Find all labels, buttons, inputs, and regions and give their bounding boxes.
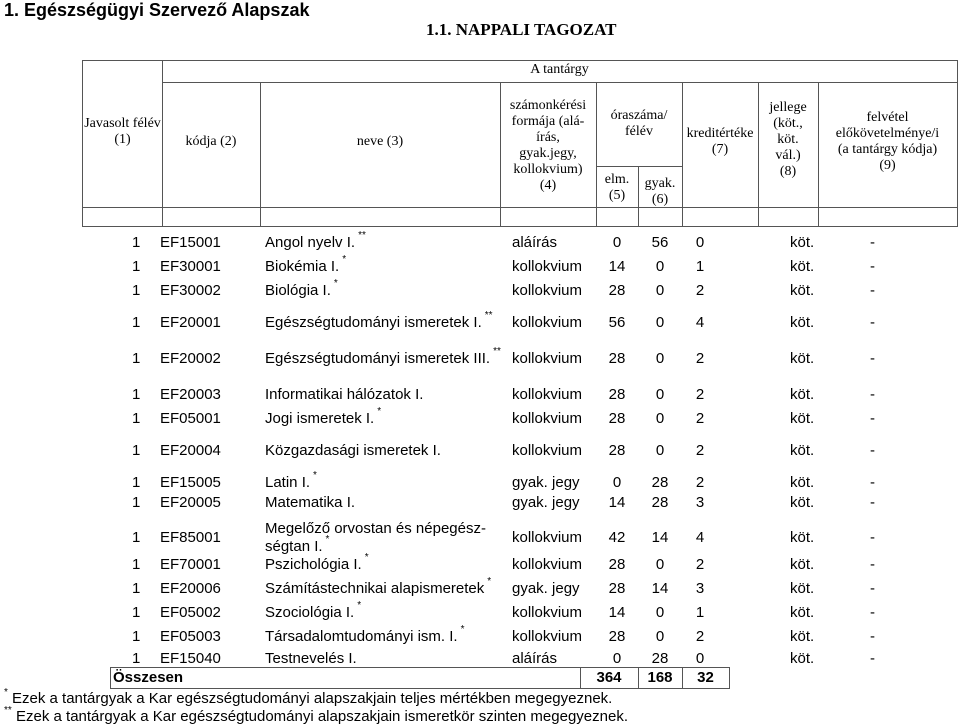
row-lecture-hours: 0 (612, 474, 622, 491)
row-exam-form: kollokvium (512, 442, 583, 459)
row-credit: 2 (695, 442, 705, 459)
row-exam-form: gyak. jegy (512, 580, 580, 597)
row-code: EF05002 (160, 604, 221, 621)
row-credit: 2 (695, 350, 705, 367)
row-lecture-hours: 0 (612, 650, 622, 667)
row-semester: 1 (132, 442, 141, 459)
header-subject-group: A tantárgy (530, 62, 589, 77)
row-subject-name: Informatikai hálózatok I. (265, 386, 424, 403)
row-prerequisite: - (870, 494, 875, 511)
header-credit: kreditértéke (7) (686, 126, 754, 157)
total-credit: 32 (697, 669, 714, 686)
row-code: EF20004 (160, 442, 221, 459)
row-credit: 4 (695, 314, 705, 331)
row-practice-hours: 0 (655, 258, 665, 275)
row-footnote-mark: ** (484, 310, 493, 321)
row-code: EF20003 (160, 386, 221, 403)
row-footnote-mark: ** (493, 346, 501, 357)
row-semester: 1 (132, 234, 141, 251)
row-lecture-hours: 56 (608, 314, 626, 331)
footnote-mark: * (4, 687, 8, 698)
row-type: köt. (790, 474, 815, 491)
header-lecture: elm. (5) (604, 172, 630, 203)
row-practice-hours: 14 (651, 529, 669, 546)
row-subject-name: Testnevelés I. (265, 650, 357, 667)
header-practice: gyak. (6) (644, 176, 676, 207)
row-subject-name: Latin I. (265, 474, 311, 491)
row-footnote-mark: * (333, 278, 338, 289)
row-semester: 1 (132, 386, 141, 403)
row-prerequisite: - (870, 258, 875, 275)
row-prerequisite: - (870, 314, 875, 331)
row-prerequisite: - (870, 350, 875, 367)
row-subject-name: Szociológia I. (265, 604, 355, 621)
row-credit: 2 (695, 386, 705, 403)
header-name: neve (3) (356, 134, 404, 149)
row-prerequisite: - (870, 580, 875, 597)
row-lecture-hours: 28 (608, 282, 626, 299)
row-code: EF85001 (160, 529, 221, 546)
row-subject-name: Jogi ismeretek I. (265, 410, 375, 427)
total-practice: 168 (647, 669, 673, 686)
header-exam-form: számonkérési formája (alá- írás, gyak.jegy, kollokvium) (4) (509, 98, 587, 193)
row-prerequisite: - (870, 474, 875, 491)
row-semester: 1 (132, 258, 141, 275)
row-subject-name: Pszichológia I. (265, 556, 362, 573)
row-type: köt. (790, 258, 815, 275)
row-practice-hours: 0 (655, 604, 665, 621)
row-type: köt. (790, 314, 815, 331)
page-title: 1. Egészségügyi Szervező Alapszak (4, 0, 310, 20)
row-practice-hours: 28 (651, 650, 669, 667)
row-exam-form: kollokvium (512, 386, 583, 403)
row-prerequisite: - (870, 386, 875, 403)
row-semester: 1 (132, 604, 141, 621)
row-exam-form: aláírás (512, 234, 558, 251)
row-prerequisite: - (870, 628, 875, 645)
row-credit: 1 (695, 258, 705, 275)
row-credit: 3 (695, 580, 705, 597)
row-code: EF05001 (160, 410, 221, 427)
row-code: EF70001 (160, 556, 221, 573)
row-footnote-mark: * (487, 576, 492, 587)
row-subject-name: Egészségtudományi ismeretek I. (265, 314, 482, 331)
row-lecture-hours: 0 (612, 234, 622, 251)
row-semester: 1 (132, 556, 141, 573)
row-footnote-mark: * (313, 470, 317, 481)
row-subject-name: Megelőző orvostan és népegész- (265, 520, 486, 537)
row-code: EF15005 (160, 474, 221, 491)
header-code: kódja (2) (185, 134, 237, 149)
row-lecture-hours: 28 (608, 350, 626, 367)
row-lecture-hours: 28 (608, 556, 626, 573)
row-type: köt. (790, 604, 815, 621)
row-lecture-hours: 28 (608, 386, 626, 403)
row-prerequisite: - (870, 282, 875, 299)
row-subject-name: Közgazdasági ismeretek I. (265, 442, 441, 459)
row-credit: 2 (695, 282, 705, 299)
row-type: köt. (790, 580, 815, 597)
row-lecture-hours: 28 (608, 580, 626, 597)
row-subject-name: Biológia I. (265, 282, 331, 299)
row-practice-hours: 0 (655, 628, 665, 645)
row-lecture-hours: 28 (608, 628, 626, 645)
total-lecture: 364 (596, 669, 622, 686)
row-semester: 1 (132, 628, 141, 645)
row-footnote-mark: * (377, 406, 382, 417)
row-prerequisite: - (870, 604, 875, 621)
row-type: köt. (790, 442, 815, 459)
row-subject-name: Angol nyelv I. (265, 234, 356, 251)
row-lecture-hours: 14 (608, 604, 626, 621)
row-code: EF20006 (160, 580, 221, 597)
row-practice-hours: 0 (655, 556, 665, 573)
row-semester: 1 (132, 314, 141, 331)
row-type: köt. (790, 494, 815, 511)
row-exam-form: kollokvium (512, 410, 583, 427)
row-code: EF15001 (160, 234, 221, 251)
row-type: köt. (790, 556, 815, 573)
row-credit: 3 (695, 494, 705, 511)
header-semester: Javasolt félév (1) (84, 116, 161, 147)
row-practice-hours: 56 (651, 234, 669, 251)
row-credit: 2 (695, 410, 705, 427)
row-semester: 1 (132, 580, 141, 597)
row-type: köt. (790, 628, 815, 645)
row-exam-form: gyak. jegy (512, 474, 580, 491)
footnote-text: Ezek a tantárgyak a Kar egészségtudományi alapszakjain ismeretkör szinten megegyeznek. (16, 708, 628, 725)
row-exam-form: gyak. jegy (512, 494, 580, 511)
row-practice-hours: 0 (655, 386, 665, 403)
row-subject-name: Társadalomtudományi ism. I. (265, 628, 458, 645)
row-exam-form: kollokvium (512, 556, 583, 573)
header-prerequisite: felvétel előkövetelménye/i (a tantárgy kódja) (9) (835, 110, 940, 173)
row-footnote-mark: * (364, 552, 369, 563)
row-exam-form: kollokvium (512, 350, 583, 367)
row-lecture-hours: 28 (608, 442, 626, 459)
row-semester: 1 (132, 650, 141, 667)
row-subject-name-cont: ségtan I. (265, 538, 323, 555)
row-type: köt. (790, 529, 815, 546)
row-credit: 0 (695, 234, 705, 251)
row-prerequisite: - (870, 556, 875, 573)
row-practice-hours: 0 (655, 314, 665, 331)
row-semester: 1 (132, 410, 141, 427)
row-subject-name: Matematika I. (265, 494, 356, 511)
row-credit: 2 (695, 556, 705, 573)
row-credit: 1 (695, 604, 705, 621)
row-footnote-mark: * (325, 534, 330, 545)
row-practice-hours: 28 (651, 474, 669, 491)
row-semester: 1 (132, 350, 141, 367)
row-exam-form: aláírás (512, 650, 558, 667)
row-semester: 1 (132, 529, 141, 546)
row-exam-form: kollokvium (512, 628, 583, 645)
row-type: köt. (790, 350, 815, 367)
row-prerequisite: - (870, 410, 875, 427)
row-practice-hours: 0 (655, 282, 665, 299)
row-footnote-mark: * (342, 254, 347, 265)
row-footnote-mark: ** (358, 230, 366, 241)
row-prerequisite: - (870, 234, 875, 251)
row-lecture-hours: 28 (608, 410, 626, 427)
row-credit: 2 (695, 474, 705, 491)
row-credit: 4 (695, 529, 705, 546)
row-semester: 1 (132, 282, 141, 299)
row-subject-name: Biokémia I. (265, 258, 340, 275)
total-label: Összesen (113, 669, 184, 686)
row-credit: 2 (695, 628, 705, 645)
header-type: jellege (köt., köt. vál.) (8) (769, 100, 807, 179)
row-practice-hours: 0 (655, 410, 665, 427)
row-code: EF15040 (160, 650, 221, 667)
footnote-text: Ezek a tantárgyak a Kar egészségtudományi alapszakjain teljes mértékben megegyeznek. (12, 690, 613, 707)
row-prerequisite: - (870, 650, 875, 667)
row-code: EF05003 (160, 628, 221, 645)
row-prerequisite: - (870, 529, 875, 546)
row-practice-hours: 0 (655, 350, 665, 367)
row-subject-name: Számítástechnikai alapismeretek (265, 580, 485, 597)
row-footnote-mark: * (357, 600, 362, 611)
row-code: EF30002 (160, 282, 221, 299)
row-exam-form: kollokvium (512, 529, 583, 546)
row-credit: 0 (695, 650, 705, 667)
row-practice-hours: 28 (651, 494, 669, 511)
row-type: köt. (790, 234, 815, 251)
row-lecture-hours: 14 (608, 494, 626, 511)
section-title: 1.1. NAPPALI TAGOZAT (426, 20, 617, 39)
row-exam-form: kollokvium (512, 258, 583, 275)
row-code: EF20001 (160, 314, 221, 331)
row-exam-form: kollokvium (512, 604, 583, 621)
row-exam-form: kollokvium (512, 282, 583, 299)
row-practice-hours: 0 (655, 442, 665, 459)
row-type: köt. (790, 650, 815, 667)
row-lecture-hours: 14 (608, 258, 626, 275)
row-type: köt. (790, 386, 815, 403)
row-code: EF20002 (160, 350, 221, 367)
row-subject-name: Egészségtudományi ismeretek III. (265, 350, 491, 367)
footnote-mark: ** (4, 705, 12, 716)
row-practice-hours: 14 (651, 580, 669, 597)
row-semester: 1 (132, 494, 141, 511)
row-type: köt. (790, 410, 815, 427)
row-type: köt. (790, 282, 815, 299)
row-code: EF30001 (160, 258, 221, 275)
row-exam-form: kollokvium (512, 314, 583, 331)
row-lecture-hours: 42 (608, 529, 626, 546)
header-hours: óraszáma/ félév (610, 108, 668, 139)
row-code: EF20005 (160, 494, 221, 511)
row-semester: 1 (132, 474, 141, 491)
row-prerequisite: - (870, 442, 875, 459)
row-footnote-mark: * (460, 624, 465, 635)
